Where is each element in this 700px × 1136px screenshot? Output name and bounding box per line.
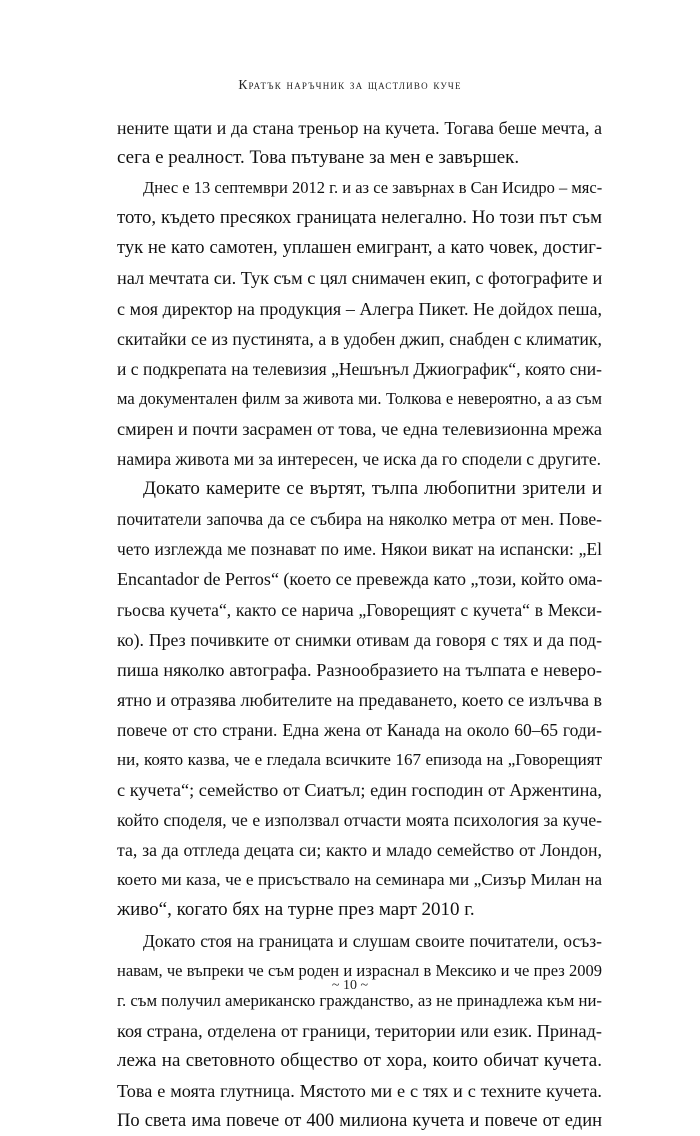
text-line: сега е реалност. Това пътуване за мен е завършек. [117, 147, 520, 169]
text-line: Докато камерите се въртят, тълпа любопитни зрители и [143, 478, 602, 500]
text-line: тото, където пресякох границата нелегално. Но този път съм [117, 207, 602, 229]
text-line: тук не като самотен, уплашен емигрант, а като човек, достиг- [117, 238, 602, 259]
paragraph [117, 926, 602, 1136]
running-head: Кратък наръчник за щастливо куче [238, 77, 462, 92]
text-line: нените щати и да стана треньор на кучета. Тогава беше мечта, а [117, 118, 602, 138]
text-line: та, за да отгледа децата си; както и младо семейство от Лондон, [117, 840, 602, 861]
text-line: Докато стоя на границата и слушам своите почитатели, осъз- [143, 930, 602, 951]
text-line: и с подкрепата на телевизия „Нешънъл Джиографик“, която сни- [117, 358, 602, 379]
text-line: който споделя, че е използвал отчасти моята психология за куче- [117, 810, 602, 831]
text-line: скитайки се из пустинята, а в удобен джип, снабден с климатик, [117, 328, 602, 349]
text-line: с кучета“; семейство от Сиатъл; един господин от Аржентина, [117, 780, 602, 801]
text-line: намира живота ми за интересен, че иска да го сподели с другите. [117, 449, 601, 470]
page-number: ~ 10 ~ [331, 978, 369, 993]
text-line: смирен и почти засрамен от това, че една телевизионна мрежа [117, 418, 602, 439]
text-line: навам, че въпреки че съм роден и израснал в Мексико и че през 2009 [117, 960, 602, 980]
text-line: ма документален филм за живота ми. Толкова е невероятно, а аз съм [117, 388, 602, 408]
text-line: което ми каза, че е присъствало на семинара ми „Сизър Милан на [117, 870, 602, 890]
text-line: Това е моята глутница. Мястото ми е с тях и с техните кучета. [117, 1081, 602, 1101]
text-line: ни, която казва, че е гледала всичките 167 епизода на „Говорещият [117, 749, 602, 769]
text-line: лежа на световното общество от хора, които обичат кучета. [117, 1049, 602, 1071]
paragraph [117, 474, 602, 925]
text-line: чето изглежда ме познават по име. Някои викат на испански: „El [117, 539, 602, 560]
text-line: почитатели започва да се събира на няколко метра от мен. Пове- [117, 509, 602, 530]
text-line: живо“, когато бях на турне през март 2010 г. [117, 899, 475, 921]
text-line: повече от сто страни. Една жена от Канада на около 60–65 годи- [117, 719, 602, 740]
text-line: г. съм получил американско гражданство, аз не принадлежа към ни- [117, 990, 602, 1010]
text-line: ко). През почивките от снимки отивам да говоря с тях и да под- [117, 629, 602, 650]
text-line: Encantador de Perros“ (което се превежда като „този, който ома- [117, 569, 603, 590]
text-line: пиша няколко автографа. Разнообразието на тълпата е неверо- [117, 659, 602, 680]
text-line: ятно и отразява любителите на предаването, което се излъчва в [117, 689, 602, 710]
paragraph [117, 173, 602, 474]
text-line: коя страна, отделена от граници, територии или език. Принад- [117, 1020, 602, 1041]
text-line: с моя директор на продукция – Алегра Пикет. Не дойдох пеша, [117, 298, 602, 319]
text-line: Днес е 13 септември 2012 г. и аз се завърнах в Сан Исидро – мяс- [143, 178, 603, 198]
text-line: По света има повече от 400 милиона кучета и повече от един [117, 1111, 602, 1132]
text-line: гьосва кучета“, както се нарича „Говорещият с кучета“ в Мекси- [117, 599, 602, 620]
paragraph [117, 113, 602, 173]
text-line: нал мечтата си. Тук съм с цял снимачен екип, с фотографите и [117, 268, 603, 289]
